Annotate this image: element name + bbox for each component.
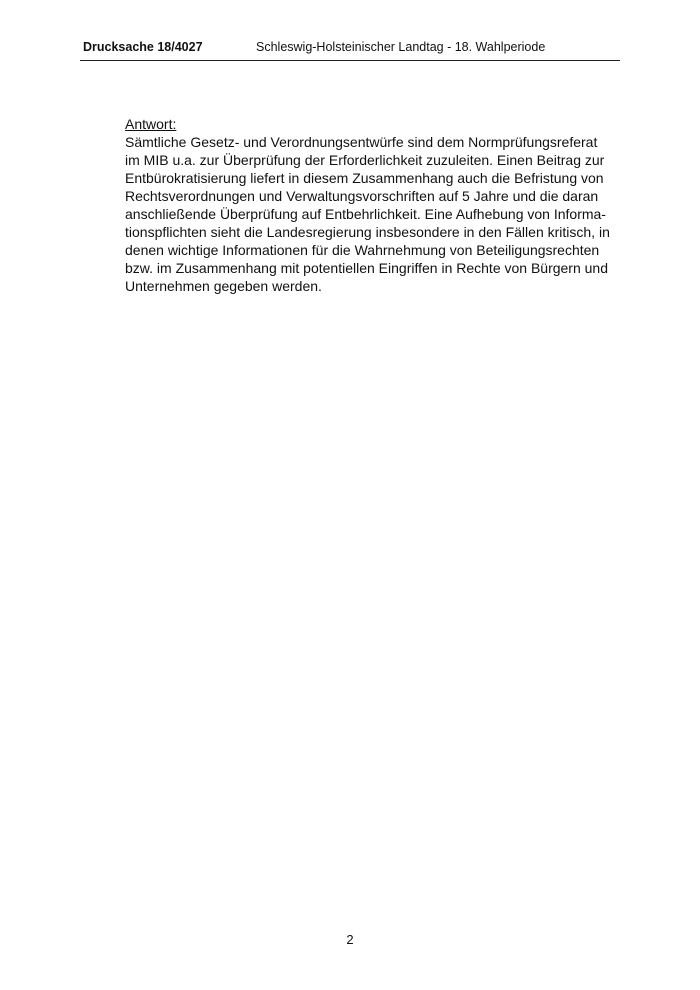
answer-line: anschließende Überprüfung auf Entbehrlichkeit. Eine Aufhebung von Informa-	[125, 206, 606, 222]
answer-section	[125, 115, 625, 295]
answer-label: Antwort:	[125, 116, 177, 132]
page-number: 2	[346, 932, 354, 947]
document-number: Drucksache 18/4027	[83, 40, 203, 54]
answer-line: denen wichtige Informationen für die Wahrnehmung von Beteiligungsrechten	[125, 242, 600, 258]
document-title: Schleswig-Holsteinischer Landtag - 18. Wahlperiode	[256, 40, 546, 54]
answer-line: Rechtsverordnungen und Verwaltungsvorschriften auf 5 Jahre und die daran	[125, 188, 599, 204]
answer-line: bzw. im Zusammenhang mit potentiellen Eingriffen in Rechte von Bürgern und	[125, 260, 609, 276]
answer-line: Unternehmen gegeben werden.	[125, 278, 322, 294]
answer-line: Sämtliche Gesetz- und Verordnungsentwürfe sind dem Normprüfungsreferat	[125, 134, 598, 150]
answer-paragraph	[125, 133, 625, 295]
page-header	[80, 38, 620, 61]
answer-line: Entbürokratisierung liefert in diesem Zusammenhang auch die Befristung von	[125, 170, 604, 186]
answer-line: im MIB u.a. zur Überprüfung der Erforderlichkeit zuzuleiten. Einen Beitrag zur	[125, 152, 605, 168]
answer-line: tionspflichten sieht die Landesregierung insbesondere in den Fällen kritisch, in	[125, 224, 610, 240]
